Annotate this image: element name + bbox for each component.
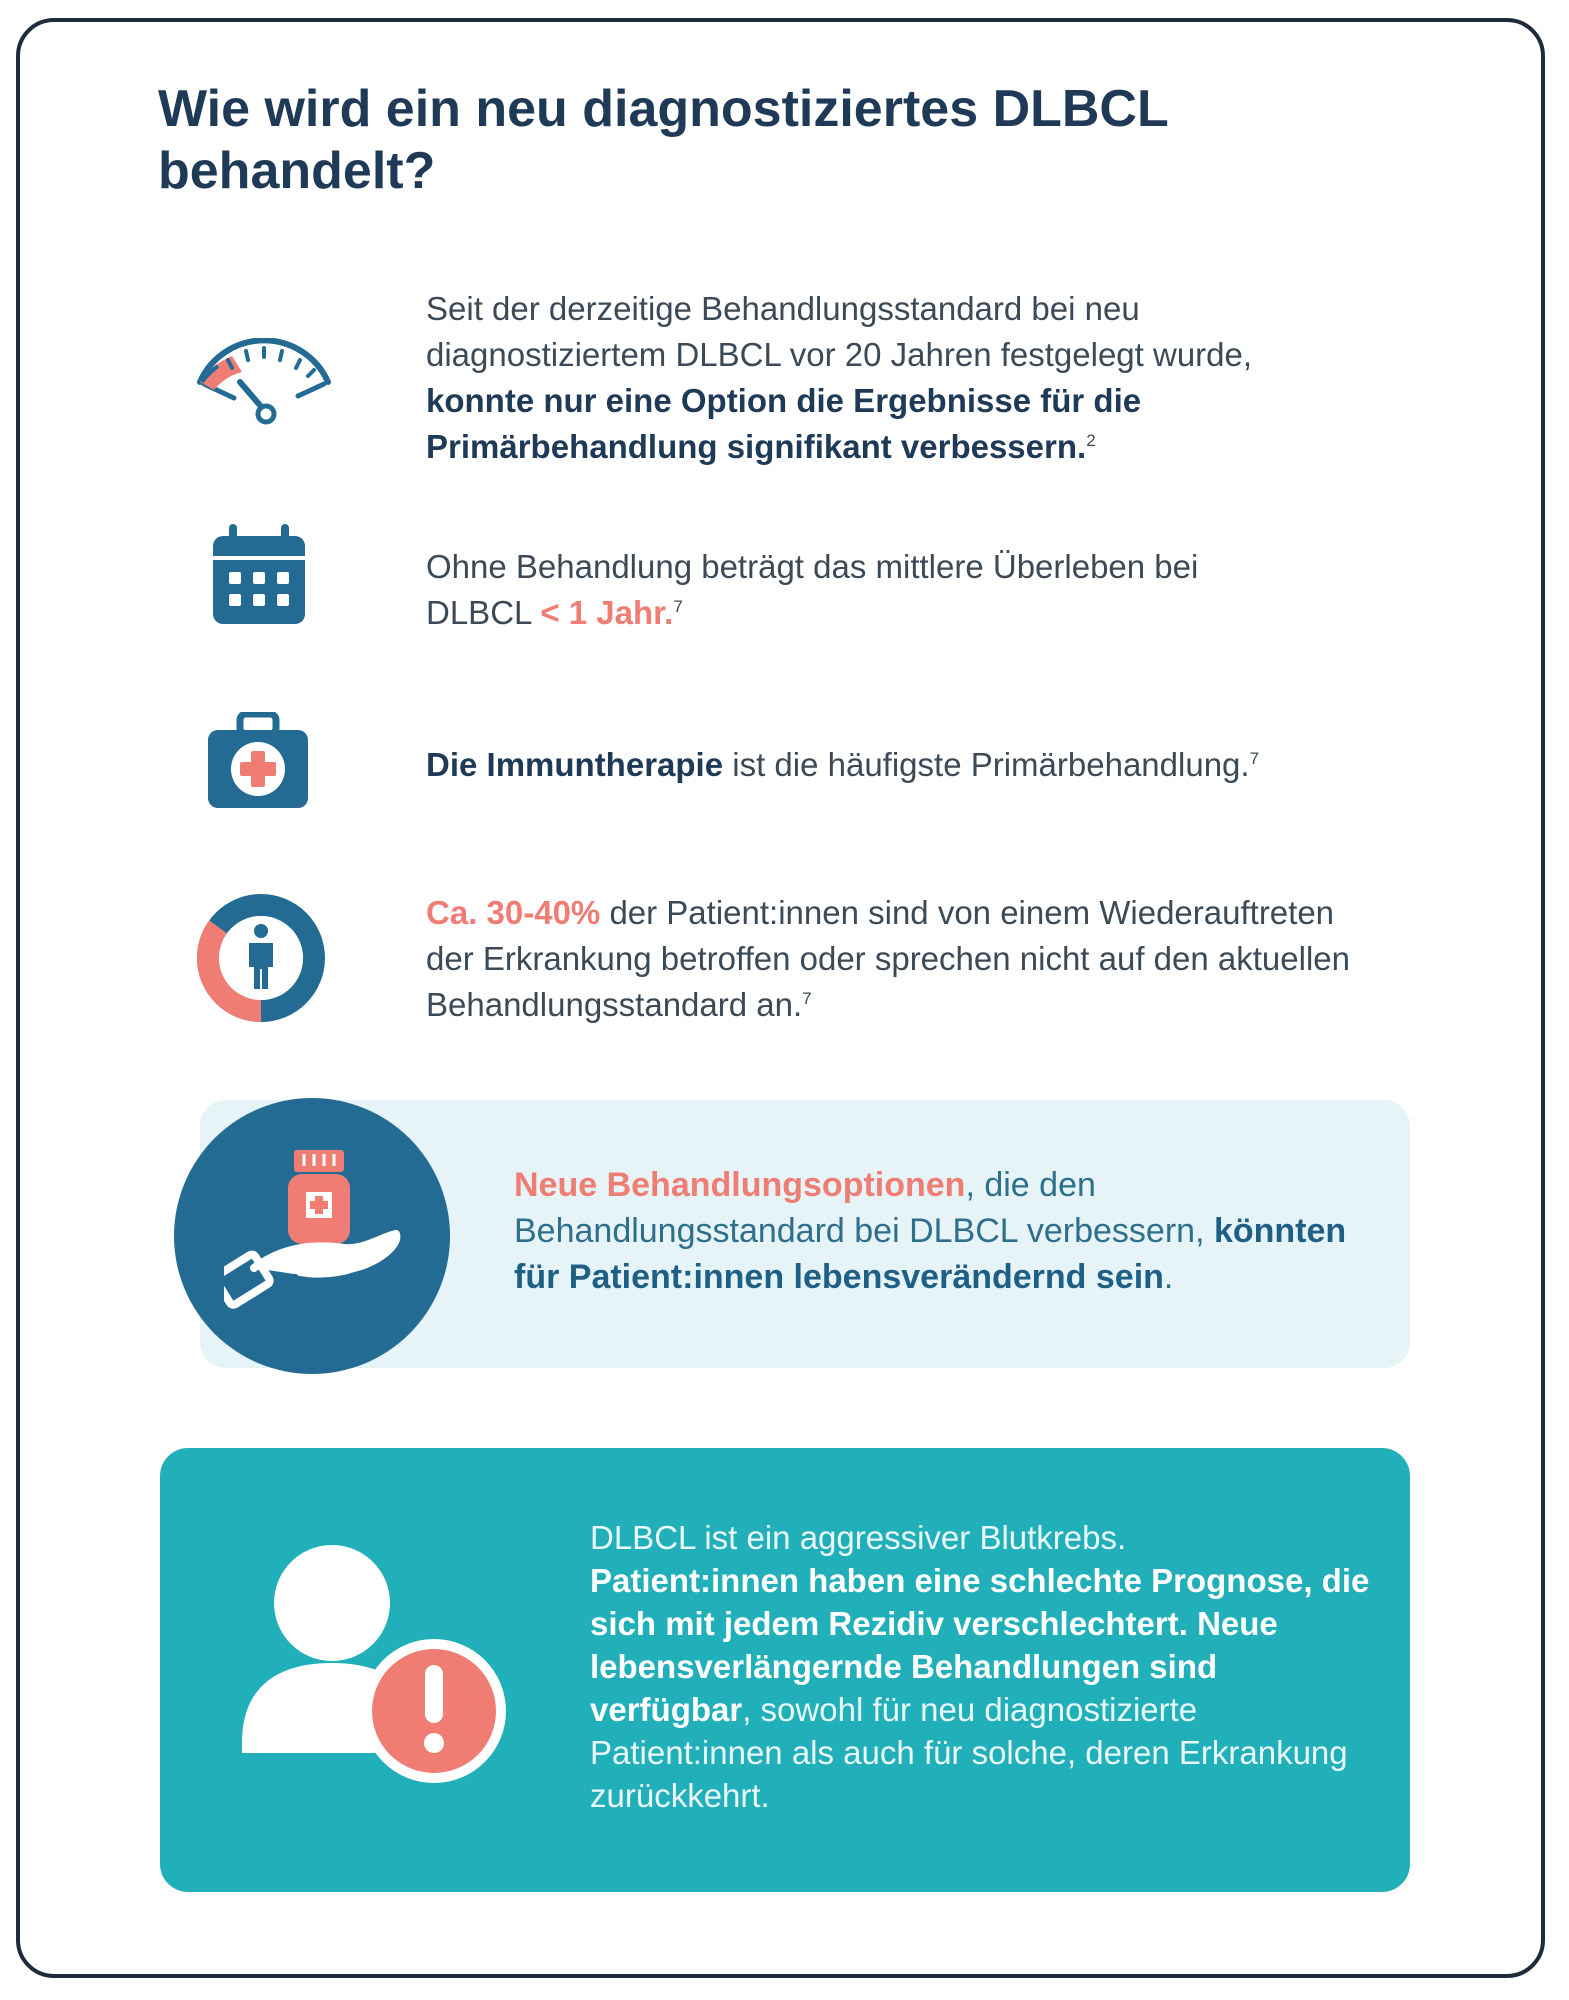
user-alert-icon [242,1543,522,1793]
item-text-highlight: Ca. 30-40% [426,894,601,931]
callout-text-bold: könnten für Patient:innen lebensverändernd sein [514,1212,1347,1296]
callout-text [514,1162,1374,1300]
alert-text-plain: DLBCL ist ein aggressiver Blutkrebs. [590,1519,1127,1556]
footnote-ref: 7 [1249,749,1260,768]
item-text-highlight: < 1 Jahr. [540,594,674,631]
item-text-plain: Seit der derzeitige Behandlungsstandard bei neu diagnostiziertem DLBCL vor 20 Jahren festgelegt wurde, [426,290,1253,373]
footnote-ref: 2 [1086,431,1096,450]
item-text-plain: der Patient:innen sind von einem Wiederauftreten der Erkrankung betroffen oder sprechen nicht auf den aktuellen Behandlungsstandard an. [426,894,1350,1023]
medical-kit-icon [206,712,310,810]
item-text-bold: Die Immuntherapie [426,746,724,783]
item-text-plain: Ohne Behandlung beträgt das mittlere Überleben bei DLBCL [426,548,1199,631]
person-ring-icon [196,893,326,1023]
alert-text [590,1516,1370,1817]
callout-text-end: . [1163,1258,1174,1296]
callout-icon-circle [174,1098,450,1374]
item-text [426,742,1386,788]
alert-text-bold: Patient:innen haben eine schlechte Prognose, die sich mit jedem Rezidiv verschlechtert. Neue lebensverlängernde Behandlungen sind verfügbar [590,1562,1370,1728]
item-text [426,890,1356,1028]
hand-medicine-icon [224,1150,404,1320]
gauge-icon [188,338,340,432]
alert-text-plain-end: , sowohl für neu diagnostizierte Patient:innen als auch für solche, deren Erkrankung zurückkehrt. [590,1691,1348,1814]
callout-text-highlight: Neue Behandlungsoptionen [514,1166,966,1204]
item-text [426,286,1356,470]
footnote-ref: 7 [802,989,812,1008]
footnote-ref: 7 [673,597,683,616]
calendar-icon [211,522,307,626]
page-title: Wie wird ein neu diagnostiziertes DLBCL behandelt? [158,80,1168,200]
callout-text-plain: , die den Behandlungsstandard bei DLBCL verbessern, [514,1166,1205,1250]
item-text-bold: konnte nur eine Option die Ergebnisse für die Primärbehandlung signifikant verbessern. [426,382,1142,465]
item-text-plain: ist die häufigste Primärbehandlung. [732,746,1250,783]
item-text [426,544,1306,636]
